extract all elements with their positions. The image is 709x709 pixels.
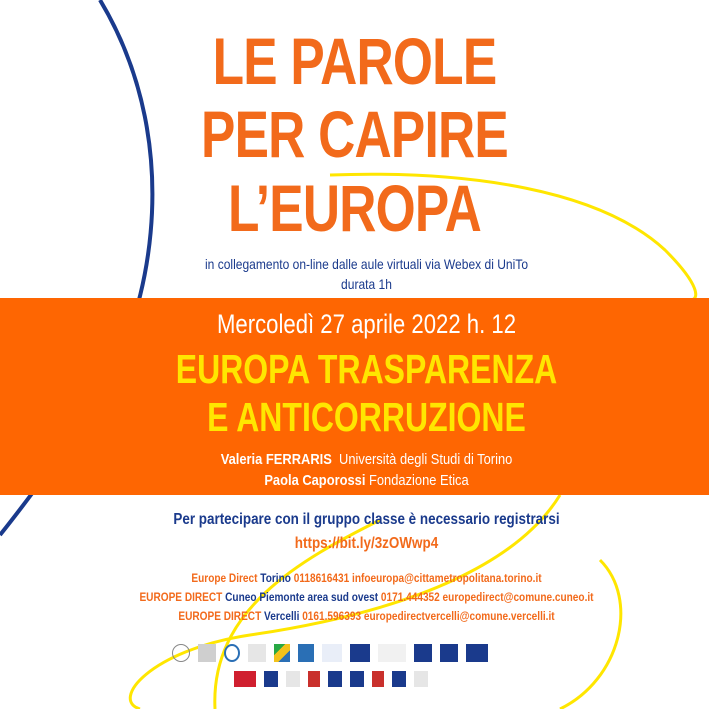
contact-city: Torino (260, 571, 291, 585)
eu-flag-logo-4 (466, 644, 488, 662)
university-seal-logo (172, 644, 190, 662)
contact-details[interactable]: 0171.444352 europedirect@comune.cuneo.it (380, 590, 594, 604)
eu-flag-logo-3 (440, 644, 458, 662)
eurodesk-logo (378, 644, 406, 662)
event-title-line-2: E ANTICORRUZIONE (207, 394, 526, 440)
contact-city: Cuneo Piemonte area sud ovest (225, 590, 379, 604)
contact-cuneo (69, 590, 665, 604)
blue-logo (298, 644, 314, 662)
eu-flag-logo-8 (392, 671, 406, 687)
partner-logo-gray (198, 644, 216, 662)
eu-flag-logo-5 (264, 671, 278, 687)
eu-logo (322, 644, 342, 662)
partner-logos-row-1 (172, 644, 502, 662)
colorful-logo (274, 644, 290, 662)
contact-city: Vercelli (264, 609, 300, 623)
crest-logo (308, 671, 320, 687)
contact-torino (69, 571, 665, 585)
contact-details[interactable]: 0161.596393 europedirectvercelli@comune.vercelli.it (302, 609, 555, 623)
circular-logo (224, 644, 240, 662)
event-date: Mercoledì 27 aprile 2022 h. 12 (216, 309, 517, 339)
eu-flag-logo (350, 644, 370, 662)
title-line-3: L’EUROPA (227, 171, 482, 245)
text-logo (248, 644, 266, 662)
registration-link[interactable]: https://bit.ly/3zOWwp4 (294, 535, 439, 552)
contact-org: EUROPE DIRECT (178, 609, 262, 623)
contact-org: EUROPE DIRECT (139, 590, 223, 604)
crest-logo-2 (372, 671, 384, 687)
event-title-line-1: EUROPA TRASPARENZA (175, 346, 558, 392)
text-logo-3 (414, 671, 428, 687)
subtitle-duration: durata 1h (341, 276, 392, 292)
speaker-1-name: Valeria FERRARIS (220, 451, 332, 468)
contact-org: Europe Direct (191, 571, 258, 585)
eu-flag-logo-6 (328, 671, 342, 687)
title-line-2: PER CAPIRE (201, 97, 508, 171)
speaker-1 (62, 451, 672, 468)
title-line-1: LE PAROLE (212, 24, 497, 98)
speaker-2 (62, 472, 672, 489)
contact-vercelli (69, 609, 665, 623)
eu-flag-logo-2 (414, 644, 432, 662)
red-logo (234, 671, 256, 687)
speaker-2-name: Paola Caporossi (264, 472, 366, 489)
contact-details[interactable]: 0118616431 infoeuropa@cittametropolitana.torino.it (293, 571, 542, 585)
partner-logos-row-2 (234, 671, 444, 687)
speaker-1-affiliation: Università degli Studi di Torino (339, 451, 513, 468)
subtitle-line-1: in collegamento on-line dalle aule virtuali via Webex di UniTo (204, 256, 529, 272)
eu-flag-logo-7 (350, 671, 364, 687)
text-logo-2 (286, 671, 300, 687)
speaker-2-affiliation: Fondazione Etica (368, 472, 469, 489)
registration-text: Per partecipare con il gruppo classe è necessario registrarsi (173, 511, 560, 528)
